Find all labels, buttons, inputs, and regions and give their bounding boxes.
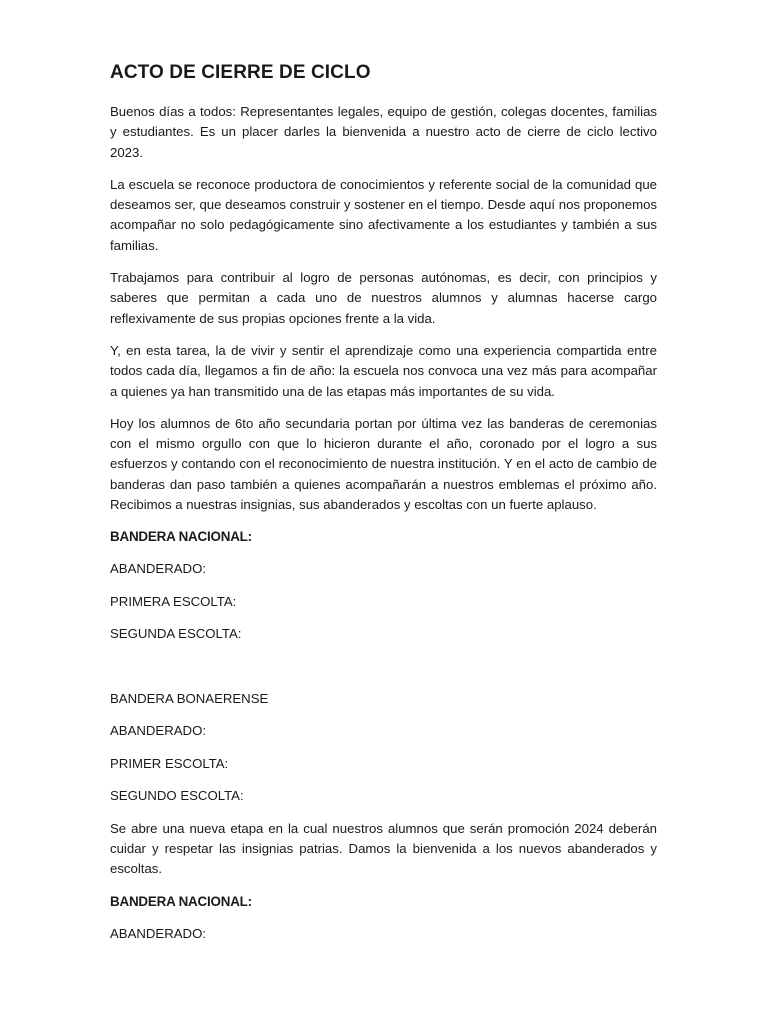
paragraph-welcome: Buenos días a todos: Representantes legales, equipo de gestión, colegas docentes, familias y estudiantes. Es un placer darles la bienvenida a nuestro acto de cierre de ciclo lectivo 2023.: [110, 104, 657, 160]
field-abanderado: ABANDERADO:: [110, 561, 206, 577]
field-abanderado: ABANDERADO:: [110, 925, 206, 941]
field-segunda-escolta: SEGUNDA ESCOLTA:: [110, 626, 242, 642]
section-heading-bandera-nacional: BANDERA NACIONAL:: [110, 529, 252, 545]
paragraph-flags: Hoy los alumnos de 6to año secundaria portan por última vez las banderas de ceremonias con el mismo orgullo con que lo hicieron durante el año, coronado por el logro a sus esfuerzos y contando con el reconocimiento de nuestra institución. Y en el acto de cambio de banderas dan paso también a quienes acompañarán a nuestros emblemas el próximo año. Recibimos a nuestras insignias, sus abanderados y escoltas con un fuerte aplauso.: [110, 415, 657, 513]
section-heading-bandera-nacional-new: BANDERA NACIONAL:: [110, 893, 252, 909]
document-page: [110, 60, 657, 956]
field-segundo-escolta: SEGUNDO ESCOLTA:: [110, 788, 244, 804]
field-abanderado: ABANDERADO:: [110, 723, 206, 739]
paragraph-school: La escuela se reconoce productora de conocimientos y referente social de la comunidad que deseamos ser, que deseamos construir y sostener en el tiempo. Desde aquí nos proponemos acompañar no solo pedagógicamente sino afectivamente a los estudiantes y también a sus familias.: [110, 176, 657, 253]
document-title: ACTO DE CIERRE DE CICLO: [110, 62, 371, 83]
paragraph-new-stage: Se abre una nueva etapa en la cual nuestros alumnos que serán promoción 2024 deberán cuidar y respetar las insignias patrias. Damos la bienvenida a los nuevos abanderados y escoltas.: [110, 820, 657, 877]
blank-line: [110, 657, 657, 689]
paragraph-autonomy: Trabajamos para contribuir al logro de personas autónomas, es decir, con principios y saberes que permitan a cada uno de nuestros alumnos y alumnas hacerse cargo reflexivamente de sus propias opciones frente a la vida.: [110, 270, 657, 326]
field-primer-escolta: PRIMER ESCOLTA:: [110, 755, 229, 771]
paragraph-year-end: Y, en esta tarea, la de vivir y sentir el aprendizaje como una experiencia compartida entre todos cada día, llegamos a fin de año: la escuela nos convoca una vez más para acompañar a quienes ya han transmitido una de las etapas más importantes de su vida.: [110, 342, 657, 399]
section-heading-bandera-bonaerense: BANDERA BONAERENSE: [110, 690, 269, 706]
field-primera-escolta: PRIMERA ESCOLTA:: [110, 593, 237, 609]
